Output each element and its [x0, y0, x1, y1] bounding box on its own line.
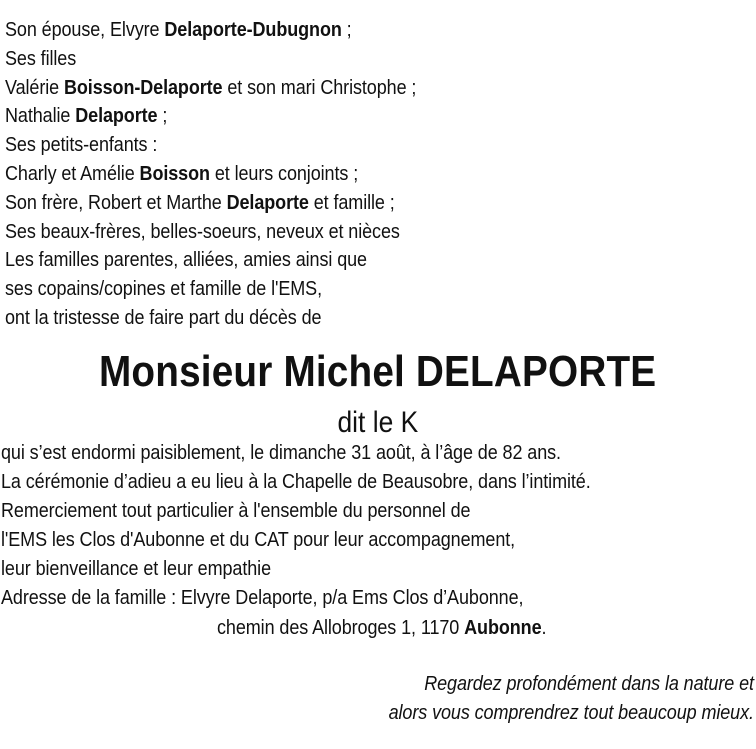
body-line-text: .	[541, 616, 547, 639]
family-line-text: et famille ;	[308, 191, 395, 214]
family-line-text: Son frère, Robert et Marthe	[5, 191, 227, 214]
deceased-nickname	[0, 404, 756, 442]
body-line	[1, 614, 591, 643]
family-line	[5, 45, 416, 74]
family-line	[5, 218, 416, 247]
family-line-text: Charly et Amélie	[5, 162, 140, 185]
family-announcement	[5, 16, 462, 333]
family-line	[5, 246, 416, 275]
family-line	[5, 74, 416, 103]
family-line-text: Son épouse, Elvyre	[5, 19, 165, 41]
family-line-text: Nathalie	[5, 105, 76, 128]
family-line-text: Valérie	[5, 76, 64, 99]
body-line-name-bold: Aubonne	[464, 616, 542, 639]
deceased-name	[0, 344, 756, 400]
body-line	[1, 468, 591, 497]
family-line	[5, 131, 416, 160]
family-line-text: Ses beaux-frères, belles-soeurs, neveux et nièces	[5, 220, 400, 243]
family-line	[5, 189, 416, 218]
family-line-name-bold: Boisson-Delaporte	[63, 76, 223, 99]
body-line-text: leur bienveillance et leur empathie	[1, 558, 272, 581]
body-line	[1, 497, 591, 526]
family-line-name-bold: Delaporte	[226, 191, 309, 214]
body-line	[1, 439, 591, 468]
body-line	[1, 526, 591, 555]
family-line	[5, 16, 416, 45]
deceased-name-text: Monsieur Michel DELAPORTE	[99, 347, 657, 396]
body-line-text: La cérémonie d’adieu a eu lieu à la Chapelle de Beausobre, dans l’intimité.	[1, 471, 591, 494]
family-line-name-bold: Delaporte	[75, 105, 158, 128]
family-line-text: Ses filles	[5, 47, 77, 70]
body-line-text: l'EMS les Clos d'Aubonne et du CAT pour leur accompagnement,	[1, 529, 516, 552]
family-line-text: Ses petits-enfants :	[5, 134, 158, 157]
body-line	[1, 555, 591, 584]
body-line-text: Remerciement tout particulier à l'ensemble du personnel de	[1, 500, 471, 523]
family-line-text: ont la tristesse de faire part du décès de	[5, 306, 322, 329]
body-line-text: qui s’est endormi paisiblement, le dimanche 31 août, à l’âge de 82 ans.	[1, 442, 561, 464]
family-line	[5, 304, 416, 333]
body-line-text: chemin des Allobroges 1, 1170	[217, 616, 465, 639]
deceased-nickname-text: dit le K	[337, 406, 419, 439]
family-line	[5, 160, 416, 189]
quote-line: alors vous comprendrez tout beaucoup mieux.	[388, 702, 754, 724]
body-line-text: Adresse de la famille : Elvyre Delaporte, p/a Ems Clos d’Aubonne,	[1, 587, 524, 610]
closing-quote	[348, 670, 754, 728]
family-line-name-bold: Boisson	[139, 162, 210, 185]
family-line-text: et son mari Christophe ;	[222, 76, 417, 99]
family-line-text: ;	[341, 19, 352, 41]
family-line	[5, 102, 416, 131]
family-line-text: ;	[157, 105, 168, 128]
body-line	[1, 584, 591, 613]
family-line-name-bold: Delaporte-Dubugnon	[164, 19, 342, 41]
family-line-text: ses copains/copines et famille de l'EMS,	[5, 278, 322, 301]
family-line	[5, 275, 416, 304]
notice-body	[1, 439, 656, 643]
family-line-text: Les familles parentes, alliées, amies ainsi que	[5, 249, 367, 272]
quote-line: Regardez profondément dans la nature et	[424, 673, 754, 695]
family-line-text: et leurs conjoints ;	[209, 162, 359, 185]
